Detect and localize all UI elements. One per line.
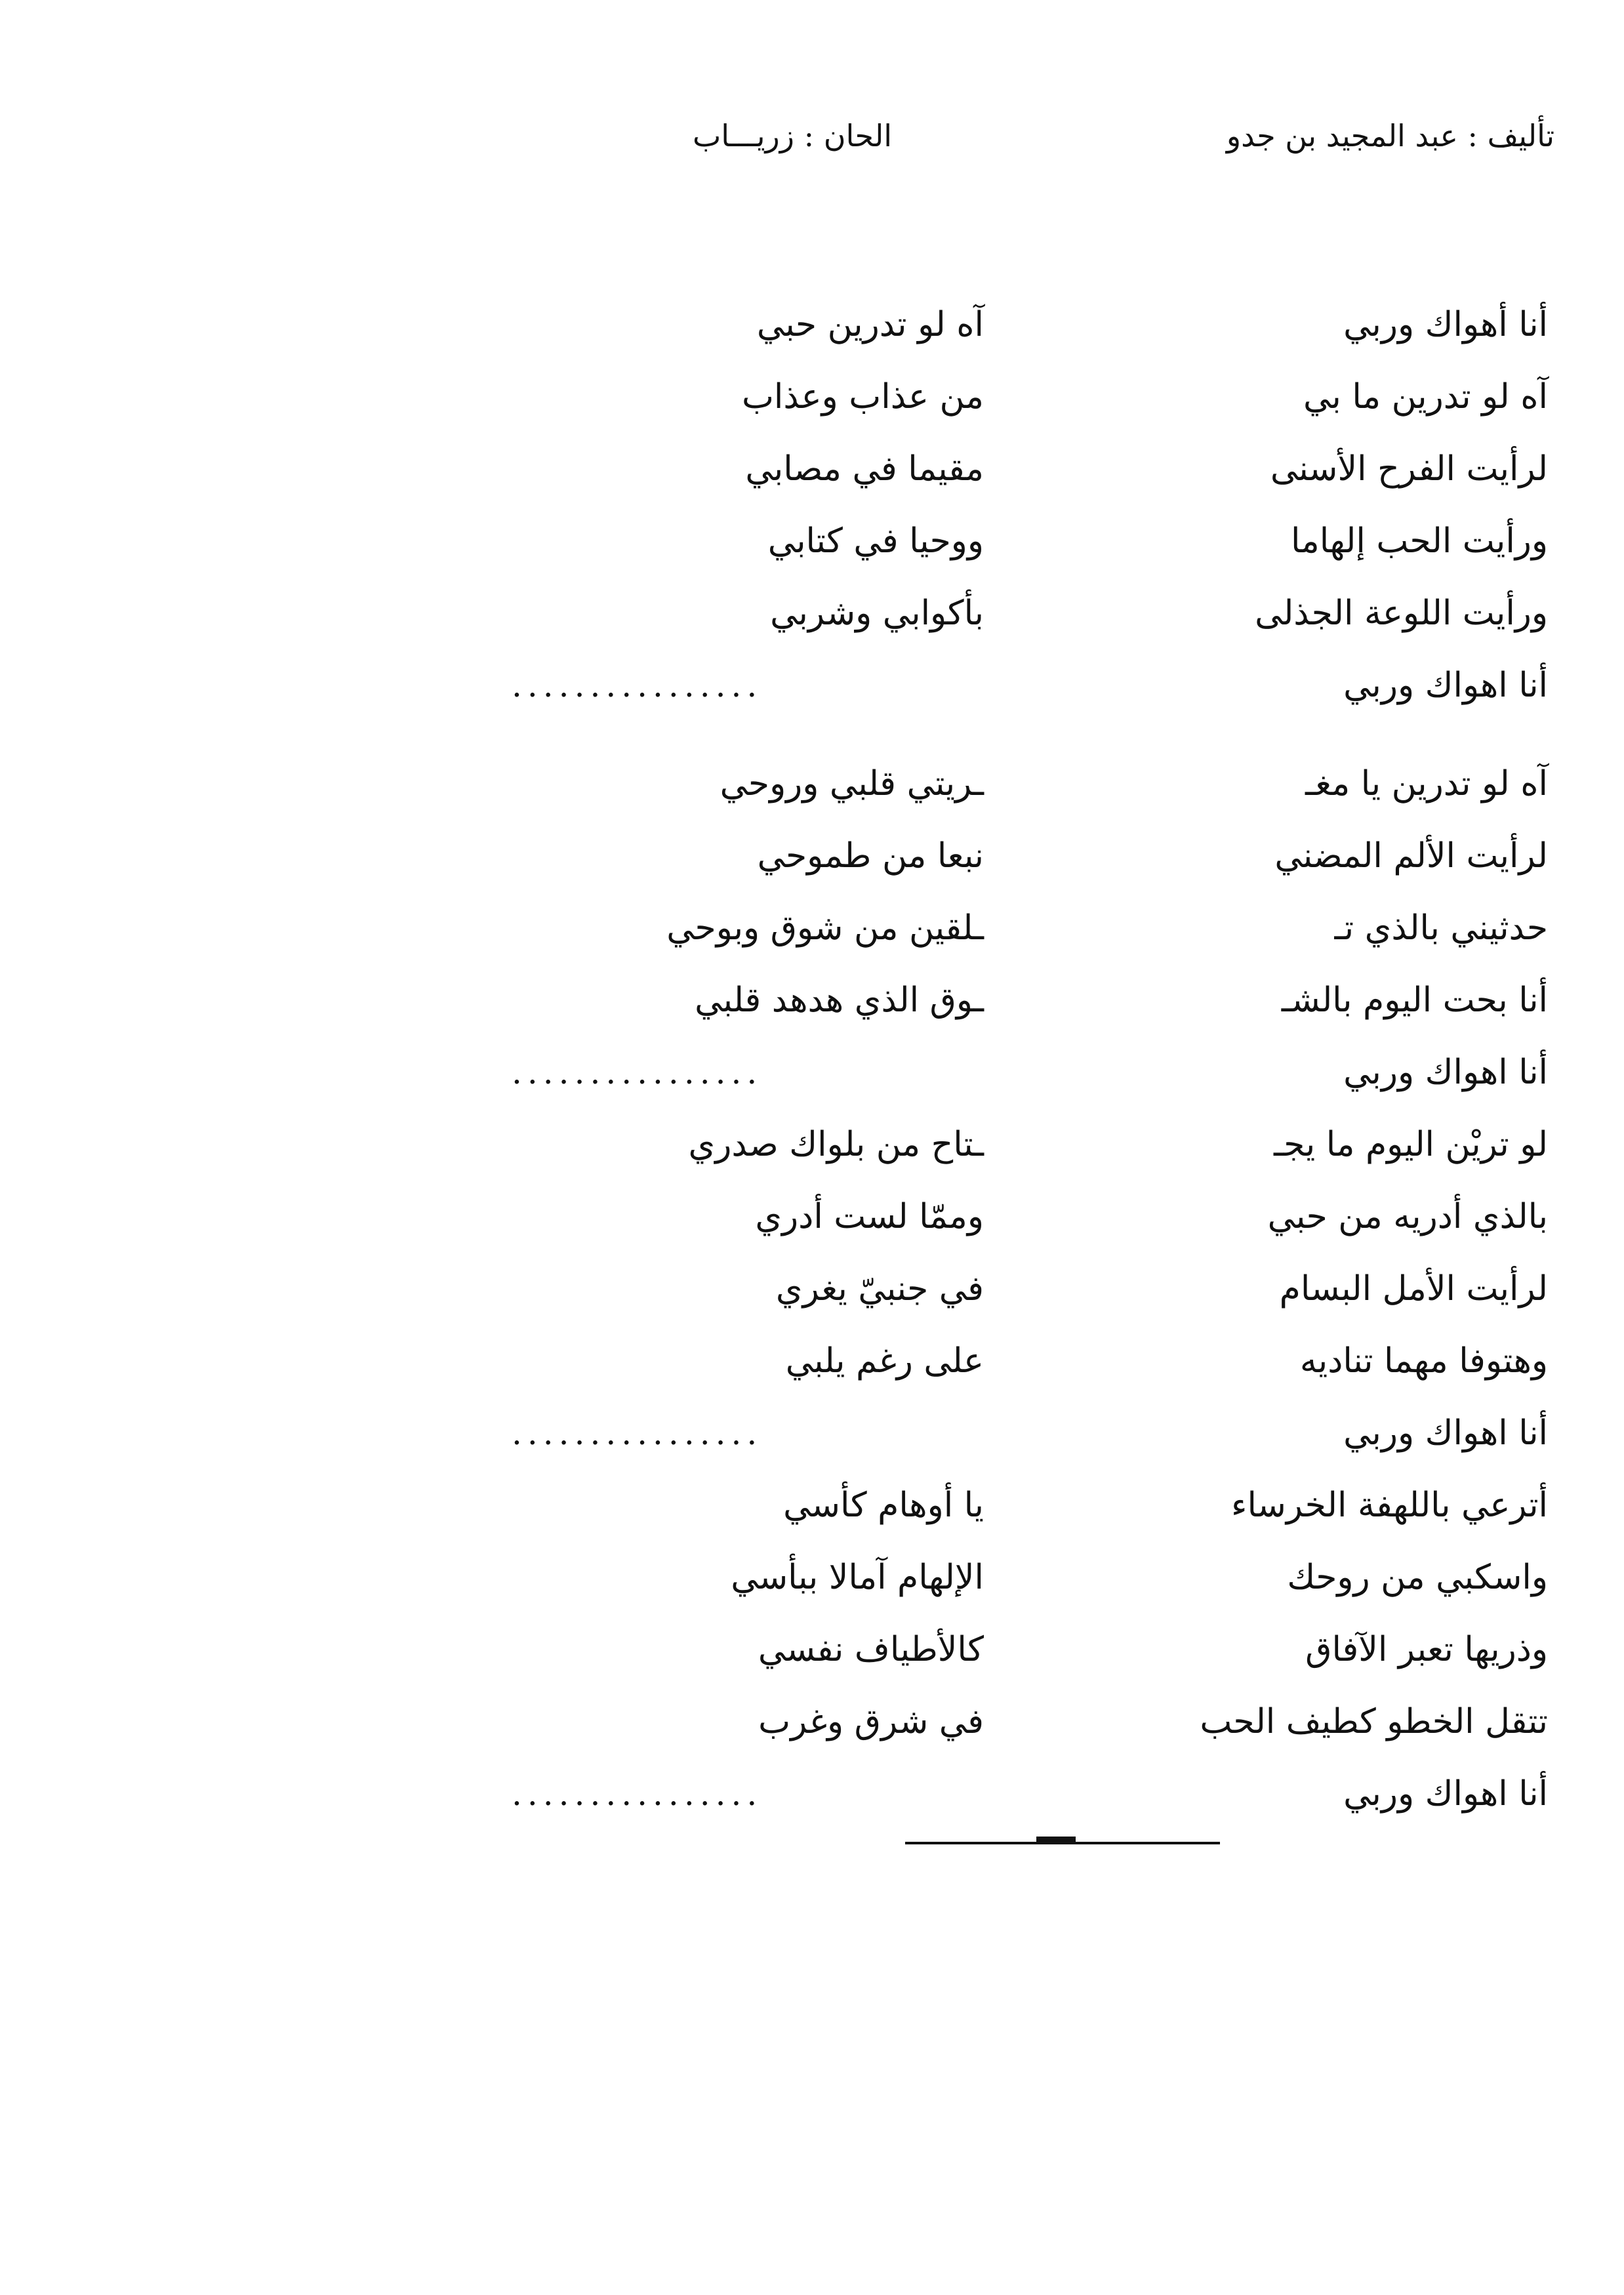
verse-second-half: كالأطياف نفسي [758, 1630, 984, 1669]
refrain-line [512, 649, 1548, 721]
verse-line [512, 505, 1548, 577]
author-credit: تأليف : عبد المجيد بن جدو [1226, 118, 1554, 153]
verse-first-half: وهتوفا مهما تناديه [1299, 1341, 1548, 1381]
refrain-dots: ................ [512, 1775, 763, 1813]
refrain-text: أنا اهواك وربي [1343, 1413, 1548, 1453]
verse-second-half: آه لو تدرين حبي [756, 305, 984, 344]
verse-first-half: أترعي باللهفة الخرساء [1231, 1486, 1548, 1525]
verse-line [512, 433, 1548, 505]
verse-first-half: بالذي أدريه من حبي [1267, 1197, 1548, 1236]
verse-second-half: من عذاب وعذاب [741, 377, 984, 416]
verse-second-half: نبعا من طموحي [757, 836, 984, 876]
refrain-dots: ................ [512, 666, 763, 704]
verse-second-half: يا أوهام كأسي [783, 1486, 984, 1525]
verse-line [512, 1541, 1548, 1614]
verse-line [512, 1253, 1548, 1325]
verse-second-half: في شرق وغرب [758, 1702, 984, 1741]
verse-line [512, 1686, 1548, 1758]
verse-first-half: لرأيت الأمل البسام [1279, 1269, 1548, 1309]
refrain-line [512, 1758, 1548, 1830]
refrain-text: أنا اهواك وربي [1343, 1774, 1548, 1814]
verse-second-half: وممّا لست أدري [755, 1197, 984, 1236]
verse-second-half: الإلهام آمالا ببأسي [731, 1558, 984, 1597]
verse-line [512, 1614, 1548, 1686]
verse-first-half: لرأيت الفرح الأسنى [1270, 449, 1548, 489]
verse-second-half: ووحيا في كتابي [767, 521, 984, 561]
verse-second-half: مقيما في مصابي [745, 449, 984, 489]
verse-line [512, 964, 1548, 1036]
refrain-text: أنا اهواك وربي [1343, 666, 1548, 705]
verse-line [512, 1108, 1548, 1181]
verse-first-half: حدثيني بالذي تـ [1334, 908, 1548, 948]
verse-line [512, 361, 1548, 433]
verse-line [512, 1325, 1548, 1397]
verse-first-half: تتقل الخطو كطيف الحب [1200, 1702, 1548, 1741]
verse-second-half: ـريتي قلبي وروحي [720, 764, 984, 803]
poem-body [512, 289, 1548, 1830]
verse-first-half: لرأيت الألم المضني [1274, 836, 1548, 876]
verse-second-half: ـوق الذي هدهد قلبي [695, 981, 984, 1020]
verse-line [512, 577, 1548, 649]
verse-line [512, 289, 1548, 361]
verse-second-half: ـتاح من بلواك صدري [688, 1125, 984, 1164]
verse-first-half: أنا أهواك وربي [1343, 305, 1548, 344]
refrain-line [512, 1036, 1548, 1108]
verse-line [512, 1181, 1548, 1253]
verse-line [512, 748, 1548, 820]
verse-second-half: بأكوابي وشربي [770, 594, 984, 633]
verse-first-half: آه لو تدرين ما بي [1303, 377, 1548, 416]
refrain-text: أنا اهواك وربي [1343, 1053, 1548, 1092]
verse-first-half: آه لو تدرين يا مغـ [1305, 764, 1548, 803]
refrain-line [512, 1397, 1548, 1469]
verse-first-half: ورأيت الحب إلهاما [1291, 521, 1548, 561]
composer-credit: الحان : زريـــاب [692, 118, 892, 153]
verse-second-half: ـلقين من شوق وبوحي [666, 908, 984, 948]
verse-second-half: في جنبيّ يغري [775, 1269, 984, 1309]
refrain-dots: ................ [512, 1414, 763, 1452]
verse-line [512, 1469, 1548, 1541]
refrain-dots: ................ [512, 1053, 763, 1091]
verse-first-half: وذريها تعبر الآفاق [1305, 1630, 1548, 1669]
verse-first-half: لو تريْن اليوم ما يجـ [1273, 1125, 1548, 1164]
verse-line [512, 892, 1548, 964]
verse-line [512, 820, 1548, 892]
verse-first-half: واسكبي من روحك [1287, 1558, 1548, 1597]
verse-first-half: أنا بحت اليوم بالشـ [1281, 981, 1548, 1020]
end-divider-mark [1036, 1837, 1076, 1843]
verse-first-half: ورأيت اللوعة الجذلى [1255, 594, 1548, 633]
verse-second-half: على رغم يلبي [785, 1341, 984, 1381]
